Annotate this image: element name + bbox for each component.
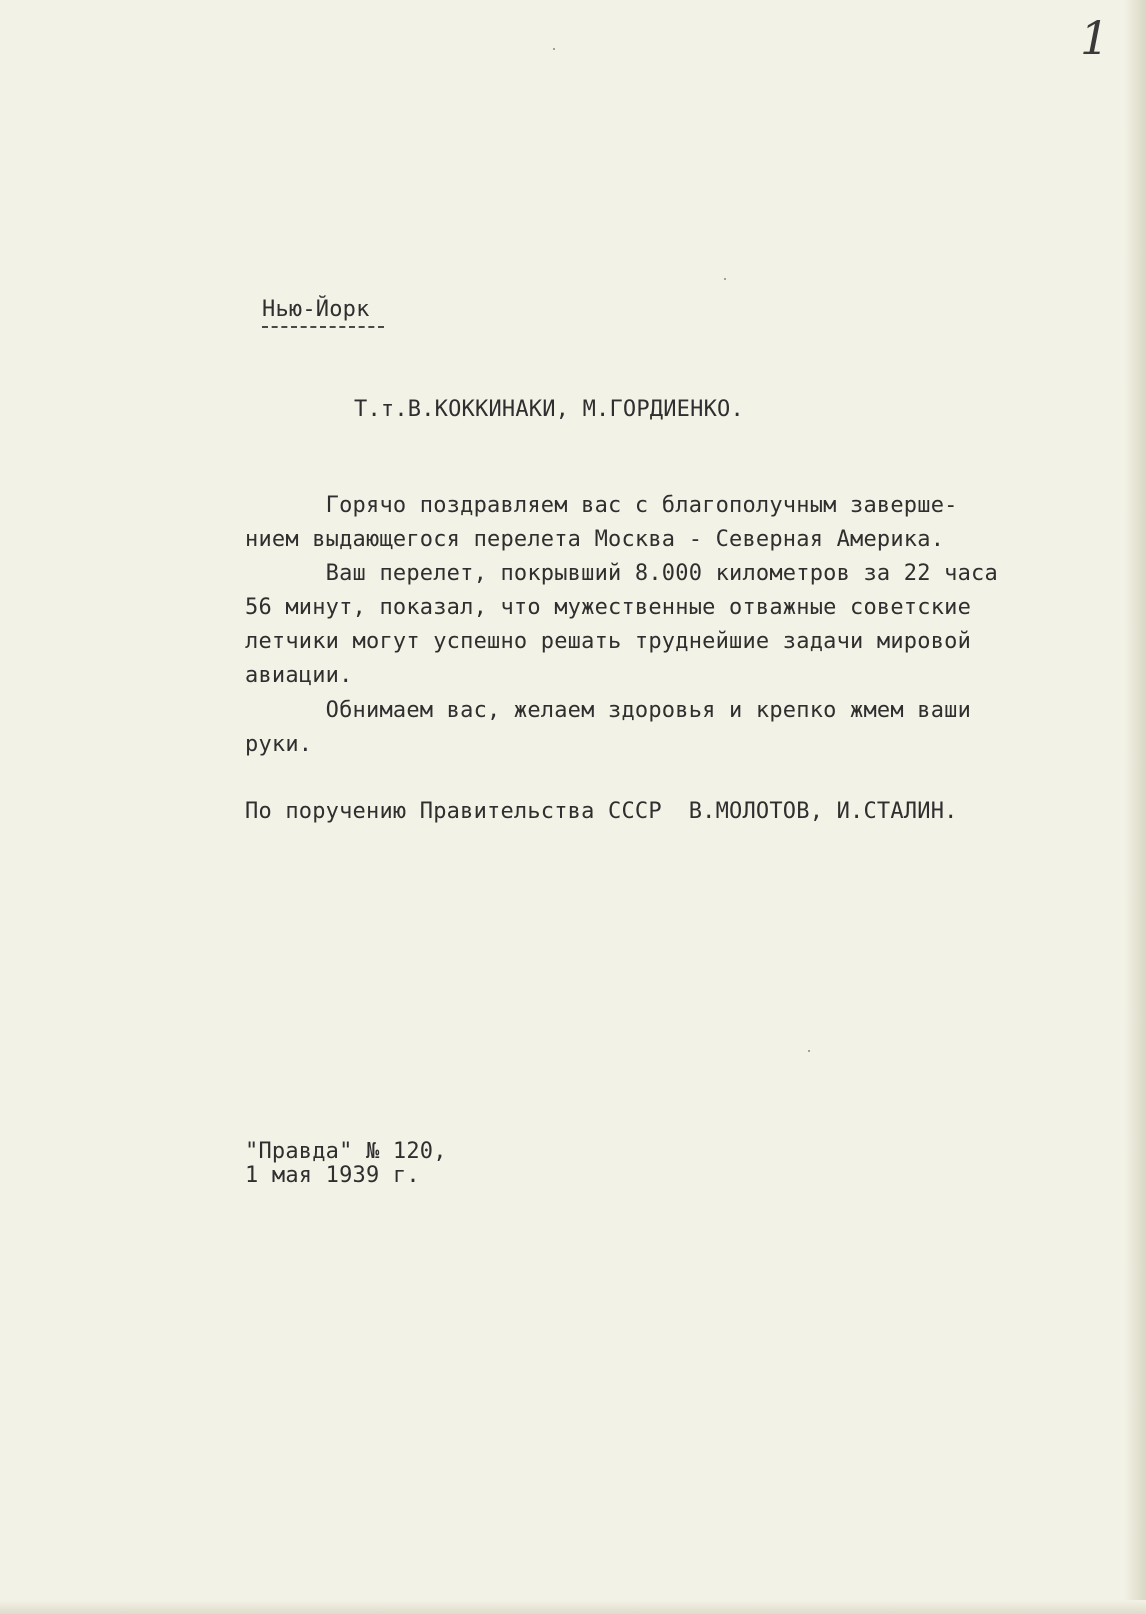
body-line: нием выдающегося перелета Москва - Северная Америка. [245, 527, 945, 552]
page-number: 1 [1080, 11, 1110, 65]
city-heading: Нью-Йорк [262, 297, 370, 322]
paper-speck [553, 48, 555, 50]
body-line: 56 минут, показал, что мужественные отважные советские [245, 595, 972, 620]
source-date: 1 мая 1939 г. [245, 1163, 420, 1188]
addressee-line: Т.т.В.КОККИНАКИ, М.ГОРДИЕНКО. [354, 397, 744, 422]
body-line: Горячо поздравляем вас с благополучным заверше- [245, 493, 958, 518]
body-line: летчики могут успешно решать труднейшие задачи мировой [245, 629, 972, 654]
body-line: руки. [245, 732, 313, 757]
paper-edge-right [1124, 0, 1146, 1614]
paper-edge-bottom [0, 1600, 1146, 1614]
body-line: Обнимаем вас, желаем здоровья и крепко жмем ваши [245, 698, 972, 723]
body-line: Ваш перелет, покрывший 8.000 километров за 22 часа [245, 561, 998, 586]
paper-speck [808, 1050, 810, 1052]
city-underline [262, 326, 384, 328]
source-citation: "Правда" № 120, [245, 1139, 447, 1164]
paper-speck [724, 278, 726, 280]
signature-line: По поручению Правительства СССР В.МОЛОТОВ, И.СТАЛИН. [245, 799, 958, 824]
body-line: авиации. [245, 663, 353, 688]
